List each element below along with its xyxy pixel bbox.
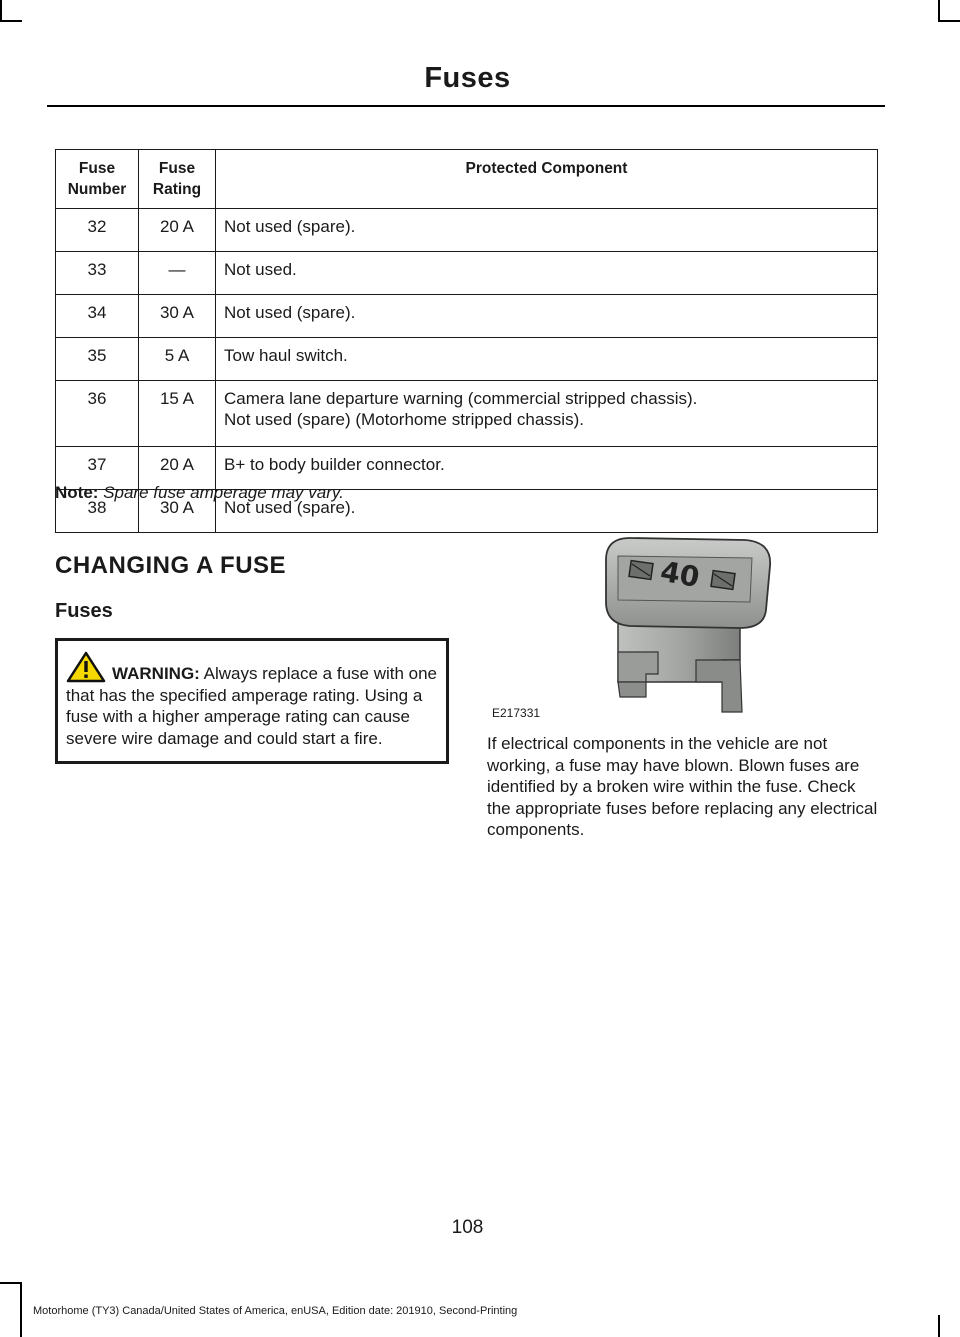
fuse-number: 38	[56, 490, 139, 533]
fuse-number: 37	[56, 447, 139, 490]
crop-mark	[938, 1315, 940, 1337]
note-label: Note:	[55, 483, 99, 502]
table-row	[56, 209, 878, 252]
table-row	[56, 381, 878, 447]
fuse-rating: 20 A	[139, 447, 216, 490]
protected-component: Not used.	[216, 252, 878, 295]
crop-mark	[938, 20, 960, 22]
warning-text: Always replace a fuse with one that has the specified amperage rating. Using a fuse with a higher amperage rating can cause severe wire damage and could start a fire.	[66, 664, 438, 748]
protected-component: Camera lane departure warning (commercial stripped chassis). Not used (spare) (Motorhome stripped chassis).	[216, 381, 878, 447]
crop-mark	[938, 0, 940, 22]
body-paragraph: If electrical components in the vehicle are not working, a fuse may have blown. Blown fuses are identified by a broken wire within the fuse. Check the appropriate fuses before replacing any electrical components.	[487, 734, 878, 839]
fuse-number: 33	[56, 252, 139, 295]
column-header-fuse-rating: Fuse Rating	[139, 150, 216, 209]
fuse-number: 36	[56, 381, 139, 447]
fuse-number: 34	[56, 295, 139, 338]
section-heading: CHANGING A FUSE	[55, 552, 287, 579]
fuse-number: 35	[56, 338, 139, 381]
page-footer: Motorhome (TY3) Canada/United States of America, enUSA, Edition date: 201910, Second-Printing	[33, 1305, 518, 1317]
fuse-rating: —	[139, 252, 216, 295]
protected-component: B+ to body builder connector.	[216, 447, 878, 490]
fuse-rating: 20 A	[139, 209, 216, 252]
page-title: Fuses	[424, 62, 511, 94]
table-note	[55, 483, 344, 503]
warning-label: WARNING:	[112, 664, 200, 683]
fuse-rating: 15 A	[139, 381, 216, 447]
title-divider	[47, 105, 885, 107]
table-row	[56, 295, 878, 338]
fuse-rating: 30 A	[139, 490, 216, 533]
protected-component: Not used (spare).	[216, 209, 878, 252]
fuse-number: 32	[56, 209, 139, 252]
table-header-row	[56, 150, 878, 209]
fuse-table	[55, 149, 878, 533]
note-text: Spare fuse amperage may vary.	[103, 483, 344, 502]
column-header-protected-component: Protected Component	[216, 150, 878, 209]
crop-mark	[0, 0, 2, 22]
protected-component: Not used (spare).	[216, 295, 878, 338]
crop-mark	[0, 20, 22, 22]
subsection-heading: Fuses	[55, 600, 113, 622]
warning-triangle-icon	[66, 651, 106, 681]
protected-component: Tow haul switch.	[216, 338, 878, 381]
fuse-rating: 5 A	[139, 338, 216, 381]
crop-mark	[20, 1282, 22, 1337]
column-header-fuse-number: Fuse Number	[56, 150, 139, 209]
crop-mark	[0, 1282, 22, 1284]
fuse-rating: 30 A	[139, 295, 216, 338]
warning-box	[55, 638, 449, 764]
fuse-illustration	[490, 532, 780, 722]
fuse-rating-marking: 40	[657, 554, 702, 595]
protected-component: Not used (spare).	[216, 490, 878, 533]
page-number: 108	[451, 1217, 484, 1238]
table-row	[56, 338, 878, 381]
table-row	[56, 252, 878, 295]
figure-code: E217331	[492, 706, 541, 720]
